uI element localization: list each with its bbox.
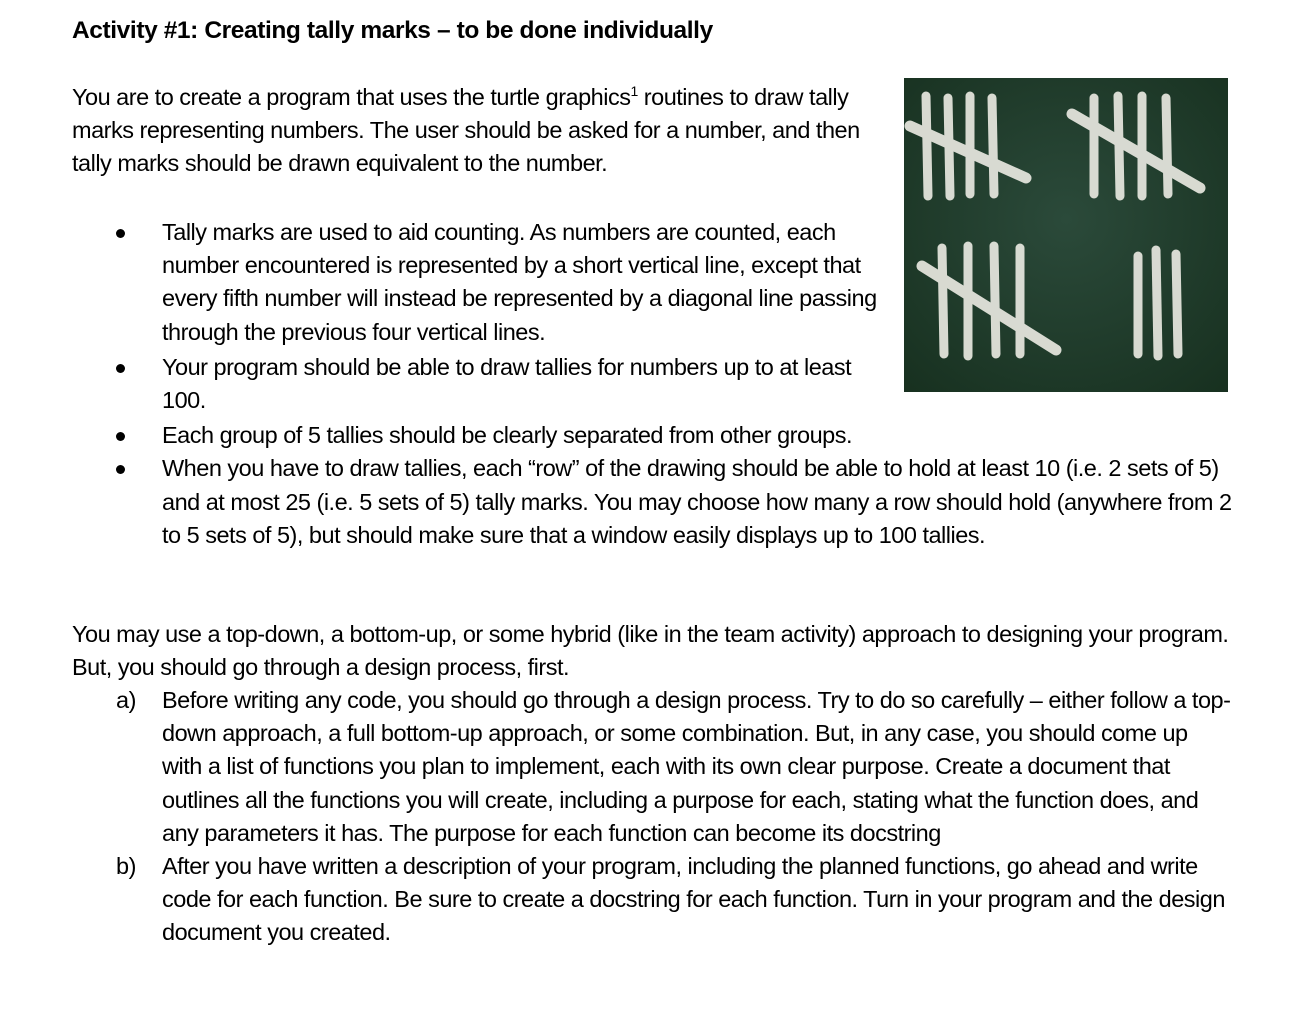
list-item — [72, 684, 1232, 850]
list-item — [72, 216, 882, 349]
bullet-icon — [116, 432, 125, 441]
bullet-icon — [116, 364, 125, 373]
design-paragraph: You may use a top-down, a bottom-up, or some hybrid (like in the team activity) approach to designing your program. But, you should go through a design process, first. — [72, 621, 1229, 681]
list-marker: b) — [116, 853, 136, 880]
list-item — [72, 419, 1232, 452]
list-marker: a) — [116, 687, 136, 713]
intro-text-end: routines to draw tally marks representing numbers. The user should be asked for a number, and then tally marks should be drawn equivalent to the number. — [72, 84, 860, 177]
intro-text-start: You are to create a program that uses the turtle graphics — [72, 84, 631, 110]
list-item-text: After you have written a description of your program, including the planned functions, go ahead and write code for each function. Be sure to create a docstring for each function. Turn in your program and the design document you created. — [162, 853, 1225, 946]
list-item-text: When you have to draw tallies, each “row” of the drawing should be able to hold at least 10 (i.e. 2 sets of 5) and at most 25 (i.e. 5 sets of 5) tally marks. You may choose how many a row should hold (anywhere from 2 to 5 sets of 5), but should make sure that a window easily displays up to 100 tallies. — [162, 455, 1232, 548]
footnote-reference: 1 — [630, 83, 638, 99]
list-item-text: Your program should be able to draw tallies for numbers up to at least 100. — [162, 353, 852, 414]
list-item — [72, 452, 1232, 552]
list-item — [72, 351, 882, 417]
intro-paragraph — [72, 81, 882, 181]
list-item — [72, 850, 1232, 950]
bullet-icon — [116, 465, 125, 474]
requirements-list — [72, 216, 1232, 552]
list-item-text: Before writing any code, you should go through a design process. Try to do so carefully – either follow a top-down approach, a full bottom-up approach, or some combination. But, in any case, you should come up with a list of functions you plan to implement, each with its own clear purpose. Create a document that outlines all the functions you will create, including a purpose for each, stating what the function does, and any parameters it has. The purpose for each function can become its docstring — [162, 687, 1231, 846]
list-item-text: Each group of 5 tallies should be clearly separated from other groups. — [162, 422, 853, 449]
design-steps-list — [72, 684, 1232, 950]
list-item-text: Tally marks are used to aid counting. As numbers are counted, each number encountered is represented by a short vertical line, except that every fifth number will instead be represented by a diagonal line passing through the previous four vertical lines. — [162, 219, 877, 345]
activity-title: Activity #1: Creating tally marks – to be done individually — [72, 17, 713, 44]
document-page — [72, 0, 1232, 1018]
bullet-icon — [116, 229, 125, 238]
